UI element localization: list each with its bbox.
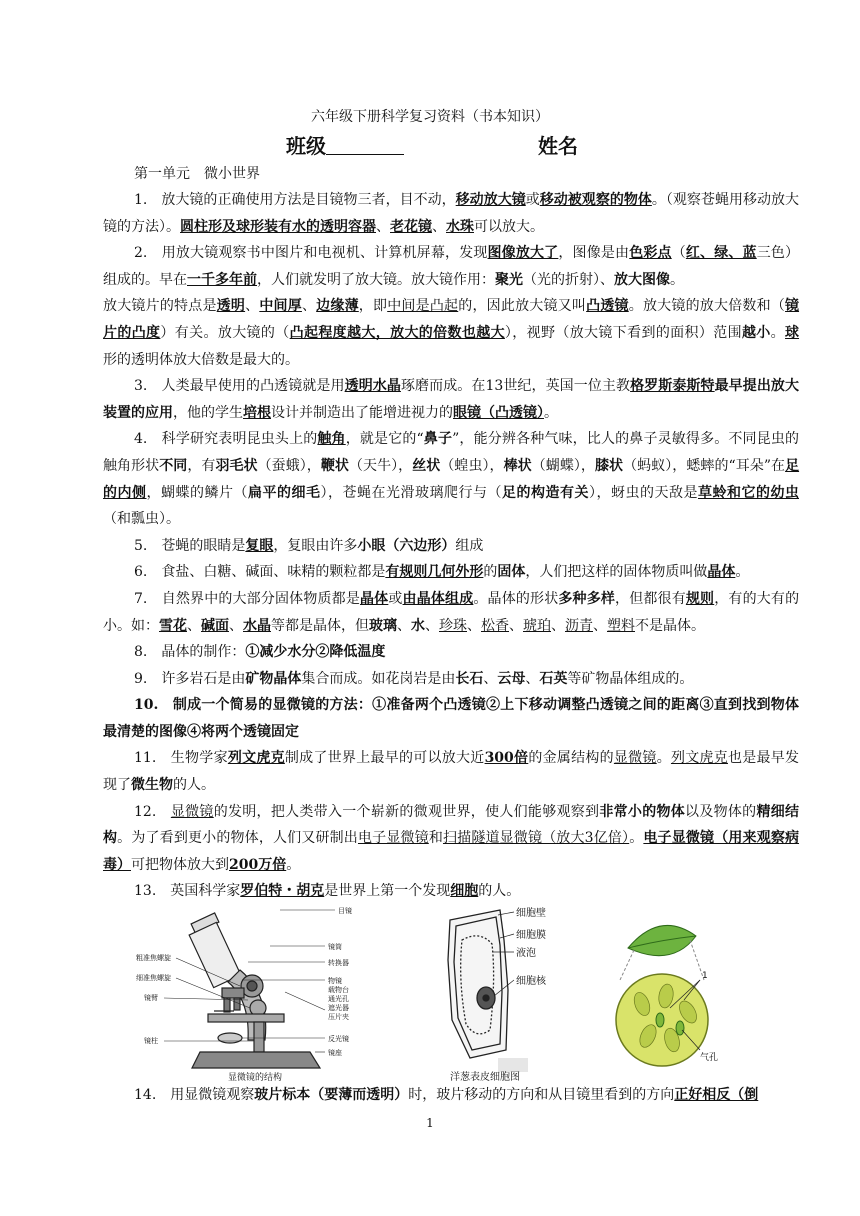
unit-heading: 第一单元 微小世界 bbox=[134, 166, 260, 182]
label-pillar: 镜柱 bbox=[144, 1037, 158, 1045]
class-label: 班级 bbox=[286, 134, 326, 158]
label-cell-membrane: 细胞膜 bbox=[516, 930, 546, 941]
label-tube: 镜筒 bbox=[328, 943, 342, 951]
label-arm: 镜臂 bbox=[144, 994, 158, 1002]
name-label: 姓名 bbox=[538, 134, 578, 158]
leaf-label-1: 1 bbox=[702, 971, 708, 981]
paragraph-13: 13. 英国科学家罗伯特・胡克是世界上第一个发现细胞的人。 bbox=[134, 883, 521, 900]
paragraph-2b: 放大镜片的特点是透明、中间厚、边缘薄，即中间是凸起的，因此放大镜又叫凸透镜。放大镜的放大倍数和（镜片的凸度）有关。放大镜的（凸起程度越大，放大的倍数也越大），视野（放大镜下看到的面积）范围越小。球 形的透明体放大倍数是最大的。 bbox=[103, 298, 800, 368]
paragraph-2: 2. 用放大镜观察书中图片和电视机、计算机屏幕，发现图像放大了，图像是由色彩点（红、绿、蓝三色）组成的。早在一千多年前，人们就发明了放大镜。放大镜作用：聚光（光的折射）、放大图像。 bbox=[103, 245, 800, 288]
label-converter: 转换器 bbox=[328, 959, 349, 967]
label-cell-wall: 细胞壁 bbox=[516, 908, 546, 919]
class-field bbox=[286, 130, 404, 159]
class-blank bbox=[326, 136, 404, 155]
figures-row bbox=[130, 900, 810, 1085]
label-eyepiece: 目镜 bbox=[338, 907, 352, 915]
label-clip: 压片夹 bbox=[328, 1013, 349, 1021]
page-number: 1 bbox=[426, 1116, 434, 1130]
paragraph-12: 12. 显微镜的发明，把人类带入一个崭新的微观世界，使人们能够观察到非常小的物体以及物体的精细结构。为了看到更小的物体，人们又研制出电子显微镜和扫描隧道显微镜（放大3亿倍）。电子显微镜（用来观察病毒）可把物体放大到200万倍。 bbox=[103, 803, 800, 873]
document-title: 六年级下册科学复习资料（书本知识） bbox=[311, 109, 549, 125]
label-base: 镜座 bbox=[328, 1049, 342, 1057]
paragraph-1: 1. 放大镜的正确使用方法是目镜物三者，目不动，移动放大镜或移动被观察的物体。（观察苍蝇用移动放大镜的方法）。圆柱形及球形装有水的透明容器、老花镜、水珠可以放大。 bbox=[103, 192, 800, 235]
paragraph-10: 10. 制成一个简易的显微镜的方法：①准备两个凸透镜②上下移动调整凸透镜之间的距离③直到找到物体最清楚的图像④将两个透镜固定 bbox=[103, 697, 799, 740]
leaf-stomata-figure bbox=[600, 900, 720, 1085]
label-mirror: 反光镜 bbox=[328, 1035, 349, 1043]
label-vacuole: 液泡 bbox=[516, 948, 536, 959]
microscope-figure bbox=[130, 900, 390, 1085]
label-aperture: 通光孔 bbox=[328, 995, 349, 1003]
paragraph-7: 7. 自然界中的大部分固体物质都是晶体或由晶体组成。晶体的形状多种多样，但都很有规则，有的大有的小。如：雪花、碱面、水晶等都是晶体，但玻璃、水、珍珠、松香、琥珀、沥青、塑料不是晶体。 bbox=[103, 590, 800, 634]
paragraph-3: 3. 人类最早使用的凸透镜就是用透明水晶琢磨而成。在13世纪，英国一位主教格罗斯泰斯特最早提出放大装置的应用，他的学生培根设计并制造出了能增进视力的眼镜（凸透镜）。 bbox=[103, 378, 800, 421]
label-stoma: 气孔 bbox=[700, 1053, 719, 1063]
label-diaphragm: 遮光器 bbox=[328, 1004, 349, 1012]
label-coarse-knob: 粗准焦螺旋 bbox=[136, 954, 171, 962]
onion-cell-figure bbox=[430, 900, 590, 1085]
paragraph-11: 11. 生物学家列文虎克制成了世界上最早的可以放大近300倍的金属结构的显微镜。列文虎克也是最早发现了微生物的人。 bbox=[103, 750, 800, 794]
paragraph-14: 14. 用显微镜观察玻片标本（要薄而透明）时，玻片移动的方向和从目镜里看到的方向正好相反（倒 bbox=[134, 1087, 759, 1103]
paragraph-8: 8. 晶体的制作：①减少水分②降低温度 bbox=[134, 644, 386, 661]
paragraph-4: 4. 科学研究表明昆虫头上的触角，就是它的“鼻子”，能分辨各种气味，比人的鼻子灵敏得多。不同昆虫的触角形状不同，有羽毛状（蚕蛾），鞭状（天牛），丝状（蝗虫），棒状（蝴蝶），膝状（蚂蚁），蟋蟀的“耳朵”在足的内侧，蝴蝶的鳞片（扁平的细毛），苍蝇在光滑玻璃爬行与（足的构造有关），蚜虫的天敌是草蛉和它的幼虫（和瓢虫）。 bbox=[103, 431, 800, 528]
paragraph-9: 9. 许多岩石是由矿物晶体集合而成。如花岗岩是由长石、云母、石英等矿物晶体组成的。 bbox=[134, 670, 694, 687]
document-body bbox=[103, 187, 799, 905]
cell-caption: 洋葱表皮细胞图 bbox=[450, 1072, 520, 1083]
label-fine-knob: 细准焦螺旋 bbox=[136, 974, 171, 982]
label-nucleus: 细胞核 bbox=[516, 976, 546, 987]
label-stage: 载物台 bbox=[328, 986, 349, 994]
paragraph-5: 5. 苍蝇的眼睛是复眼，复眼由许多小眼（六边形）组成 bbox=[134, 537, 484, 554]
paragraph-6: 6. 食盐、白糖、碱面、味精的颗粒都是有规则几何外形的固体，人们把这样的固体物质叫做晶体。 bbox=[134, 564, 750, 581]
label-objective: 物镜 bbox=[328, 977, 342, 985]
microscope-caption: 显微镜的结构 bbox=[228, 1073, 283, 1083]
